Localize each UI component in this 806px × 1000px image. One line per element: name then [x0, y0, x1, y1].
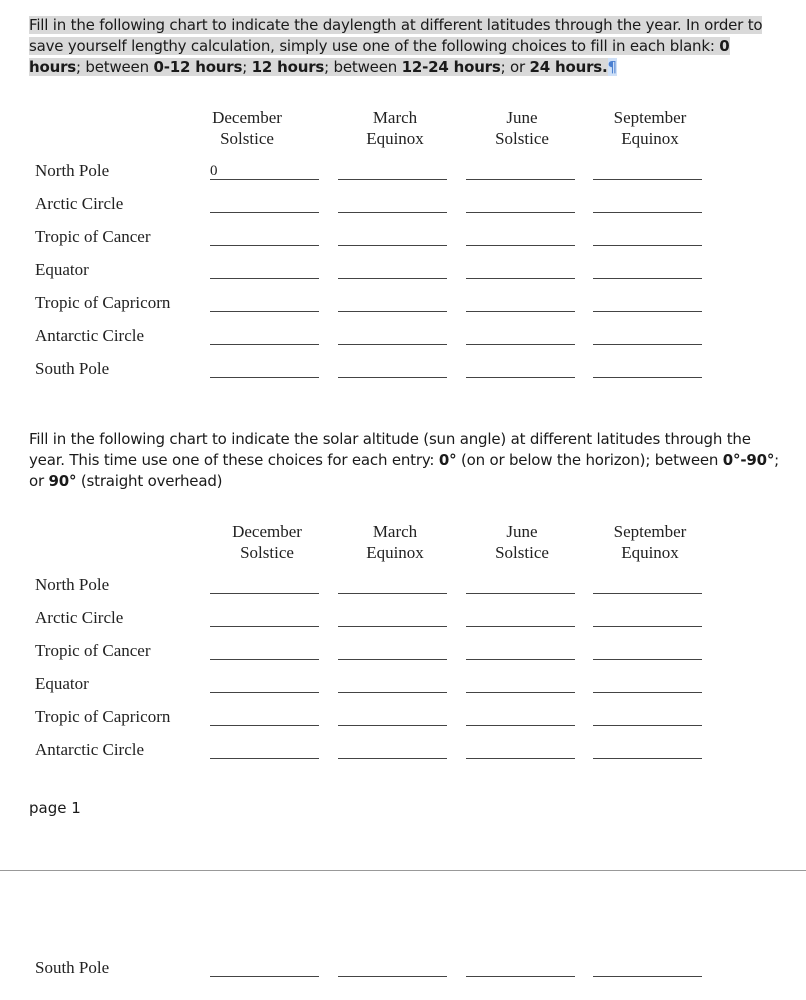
answer-blank[interactable] — [210, 611, 319, 627]
column-header-line: June — [506, 108, 538, 127]
answer-blank[interactable] — [593, 578, 702, 594]
answer-blank[interactable] — [338, 743, 447, 759]
intro-text: ; or — [500, 58, 530, 76]
row-label-equator: Equator — [35, 260, 89, 279]
intro-text: ; or — [29, 451, 779, 490]
intro-text: ; between — [76, 58, 154, 76]
row-label-south-pole: South Pole — [35, 958, 110, 977]
answer-blank[interactable] — [466, 611, 575, 627]
answer-blank[interactable] — [593, 677, 702, 693]
answer-blank[interactable] — [593, 329, 702, 345]
answer-blank[interactable] — [593, 644, 702, 660]
answer-blank[interactable] — [593, 611, 702, 627]
answer-blank[interactable] — [210, 961, 319, 977]
answer-blank[interactable] — [593, 230, 702, 246]
answer-blank[interactable] — [210, 263, 319, 279]
intro-text: ; — [242, 58, 252, 76]
choice-0-90-degrees: 0°-90° — [722, 451, 775, 469]
row-label-tropic-of-cancer: Tropic of Cancer — [35, 641, 151, 660]
column-header-line: Solstice — [495, 543, 549, 562]
column-header-line: Solstice — [220, 129, 274, 148]
answer-blank[interactable] — [466, 263, 575, 279]
page-number: page 1 — [29, 799, 81, 817]
answer-blank[interactable] — [593, 263, 702, 279]
choice-12-hours: 12 hours — [251, 58, 325, 76]
daylength-instructions — [29, 15, 784, 78]
row-label-north-pole: North Pole — [35, 575, 110, 594]
answer-blank[interactable] — [338, 644, 447, 660]
answer-blank[interactable] — [338, 329, 447, 345]
column-header-line: Solstice — [495, 129, 549, 148]
pilcrow-mark: ¶ — [607, 58, 617, 76]
answer-blank[interactable] — [466, 329, 575, 345]
answer-blank[interactable] — [593, 362, 702, 378]
answer-blank[interactable] — [210, 710, 319, 726]
answer-blank[interactable] — [466, 164, 575, 180]
column-header-line: Equinox — [621, 129, 679, 148]
choice-90-degrees: 90° — [48, 472, 77, 490]
answer-blank[interactable] — [338, 611, 447, 627]
column-header-line: Equinox — [366, 129, 424, 148]
answer-blank[interactable] — [593, 296, 702, 312]
row-label-antarctic-circle: Antarctic Circle — [35, 326, 145, 345]
column-header-line: Solstice — [240, 543, 294, 562]
row-label-south-pole: South Pole — [35, 359, 110, 378]
answer-blank[interactable] — [593, 743, 702, 759]
answer-blank[interactable] — [338, 296, 447, 312]
answer-blank[interactable] — [338, 230, 447, 246]
answer-blank[interactable] — [466, 362, 575, 378]
answer-blank[interactable] — [338, 961, 447, 977]
answer-blank[interactable] — [338, 710, 447, 726]
answer-blank[interactable] — [210, 644, 319, 660]
answer-blank[interactable] — [338, 578, 447, 594]
row-label-arctic-circle: Arctic Circle — [35, 194, 124, 213]
answer-blank[interactable] — [338, 263, 447, 279]
choice-12-24-hours: 12-24 hours — [401, 58, 501, 76]
answer-blank[interactable] — [593, 961, 702, 977]
intro-text: Fill in the following chart to indicate the daylength at different latitudes through the year. In order to save yourself lengthy calculation, simply use one of the following choices to fill in each blank: — [29, 16, 763, 55]
answer-blank[interactable]: 0 — [210, 164, 319, 180]
answer-blank[interactable] — [338, 362, 447, 378]
answer-blank[interactable] — [210, 362, 319, 378]
row-label-equator: Equator — [35, 674, 89, 693]
intro-text: Fill in the following chart to indicate the solar altitude (sun angle) at different latitudes through the year. This time use one of these choices for each entry: — [29, 430, 751, 469]
answer-blank[interactable] — [593, 710, 702, 726]
column-header-line: Equinox — [366, 543, 424, 562]
answer-blank[interactable] — [466, 230, 575, 246]
column-header-march-equinox — [340, 107, 450, 149]
column-header-december-solstice — [212, 521, 322, 563]
answer-blank[interactable] — [466, 743, 575, 759]
answer-blank[interactable] — [338, 164, 447, 180]
page-break-divider — [0, 870, 806, 871]
column-header-september-equinox — [595, 107, 705, 149]
column-header-september-equinox — [595, 521, 705, 563]
answer-blank[interactable] — [593, 164, 702, 180]
answer-blank[interactable] — [338, 677, 447, 693]
row-label-tropic-of-capricorn: Tropic of Capricorn — [35, 293, 171, 312]
answer-blank[interactable] — [466, 296, 575, 312]
row-label-tropic-of-capricorn: Tropic of Capricorn — [35, 707, 171, 726]
column-header-june-solstice — [467, 521, 577, 563]
answer-blank[interactable] — [210, 743, 319, 759]
choice-24-hours: 24 hours. — [529, 58, 608, 76]
column-header-line: September — [613, 522, 687, 541]
column-header-march-equinox — [340, 521, 450, 563]
answer-blank[interactable] — [210, 578, 319, 594]
row-label-antarctic-circle: Antarctic Circle — [35, 740, 145, 759]
intro-text: (straight overhead) — [76, 472, 223, 490]
answer-blank[interactable] — [466, 578, 575, 594]
choice-0-degrees: 0° — [438, 451, 457, 469]
answer-blank[interactable] — [466, 644, 575, 660]
row-label-north-pole: North Pole — [35, 161, 110, 180]
answer-blank[interactable] — [593, 197, 702, 213]
column-header-line: Equinox — [621, 543, 679, 562]
intro-text: ; between — [324, 58, 402, 76]
answer-blank[interactable] — [210, 296, 319, 312]
choice-0-hours: 0 hours — [29, 37, 730, 76]
column-header-line: March — [372, 108, 418, 127]
answer-blank[interactable] — [466, 197, 575, 213]
column-header-line: September — [613, 108, 687, 127]
column-header-line: June — [506, 522, 538, 541]
solar-altitude-instructions — [29, 429, 789, 492]
answer-blank[interactable] — [466, 961, 575, 977]
answer-blank[interactable] — [466, 710, 575, 726]
column-header-line: March — [372, 522, 418, 541]
column-header-line: December — [232, 522, 302, 541]
row-label-tropic-of-cancer: Tropic of Cancer — [35, 227, 151, 246]
column-header-december-solstice — [192, 107, 302, 149]
choice-0-12-hours: 0-12 hours — [153, 58, 243, 76]
answer-blank[interactable] — [210, 230, 319, 246]
answer-blank[interactable] — [210, 677, 319, 693]
row-label-arctic-circle: Arctic Circle — [35, 608, 124, 627]
answer-blank[interactable] — [210, 329, 319, 345]
answer-blank[interactable] — [466, 677, 575, 693]
answer-blank[interactable] — [210, 197, 319, 213]
answer-blank[interactable] — [338, 197, 447, 213]
column-header-june-solstice — [467, 107, 577, 149]
intro-text: (on or below the horizon); between — [456, 451, 723, 469]
column-header-line: December — [212, 108, 282, 127]
